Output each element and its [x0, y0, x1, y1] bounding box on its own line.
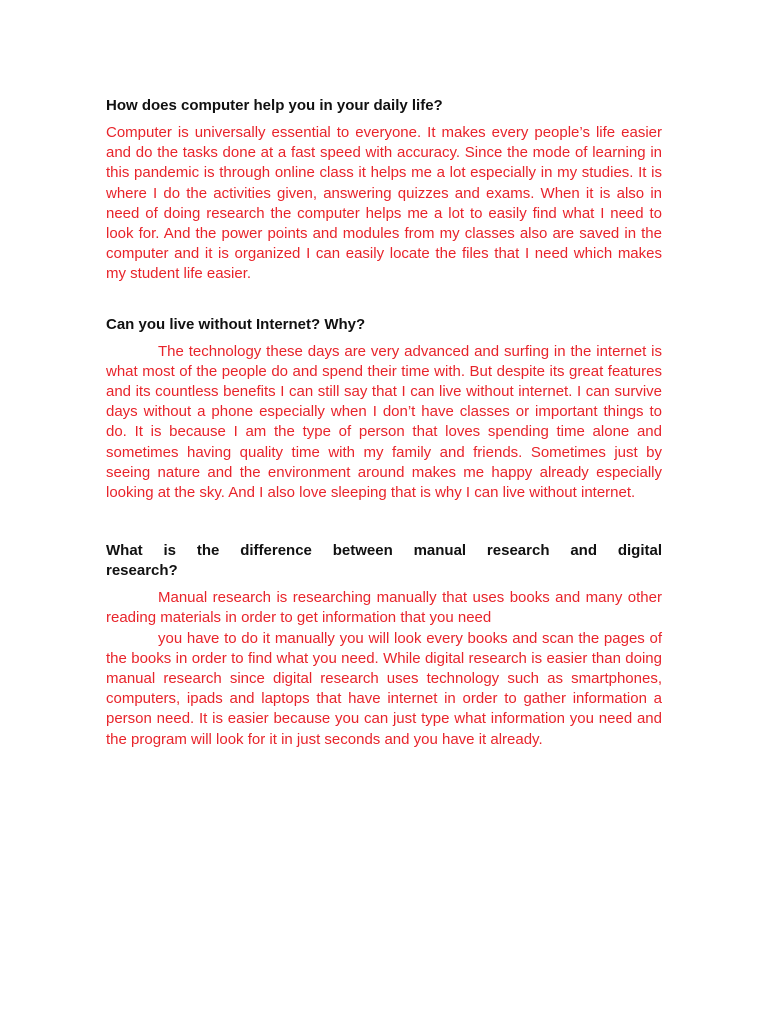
document-page: [106, 96, 662, 750]
qa-section-2: [106, 315, 662, 504]
answer-text-part-1: Manual research is researching manually that uses books and many other reading materials in order to get information that you need: [106, 589, 662, 627]
qa-section-1: [106, 96, 662, 285]
question-heading: What is the difference between manual research and digital research?: [106, 542, 662, 580]
question-heading: How does computer help you in your daily life?: [106, 97, 443, 114]
section-spacer: [106, 503, 662, 541]
answer-paragraph: [106, 588, 662, 750]
qa-section-3: [106, 541, 662, 750]
section-spacer: [106, 285, 662, 315]
answer-paragraph: Computer is universally essential to everyone. It makes every people’s life easier and do the tasks done at a fast speed with accuracy. Since the mode of learning in this pandemic is through online class it helps me a lot especially in my studies. It is where I do the activities given, answering quizzes and exams. When it is also in need of doing research the computer helps me a lot to easily find what I need to look for. And the power points and modules from my classes also are saved in the computer and it is organized I can easily locate the files that I need which makes my student life easier.: [106, 124, 662, 283]
question-heading: Can you live without Internet? Why?: [106, 315, 366, 333]
answer-text-part-2: you have to do it manually you will look every books and scan the pages of the books in order to find what you need. While digital research is easier than doing manual research since digital research uses technology such as smartphones, computers, ipads and laptops that have internet in order to gather information a person need. It is easier because you can just type what information you need and the program will look for it in just seconds and you have it already.: [106, 629, 662, 748]
answer-paragraph: The technology these days are very advanced and surfing in the internet is what most of the people do and spend their time with. But despite its great features and its countless benefits I can still say that I can live without internet. I can survive days without a phone especially when I don’t have classes or important things to do. It is because I am the type of person that loves spending time alone and sometimes having quality time with my family and friends. Sometimes just by seeing nature and the environment around makes me happy already especially looking at the sky. And I also love sleeping that is why I can live without internet.: [106, 342, 662, 502]
